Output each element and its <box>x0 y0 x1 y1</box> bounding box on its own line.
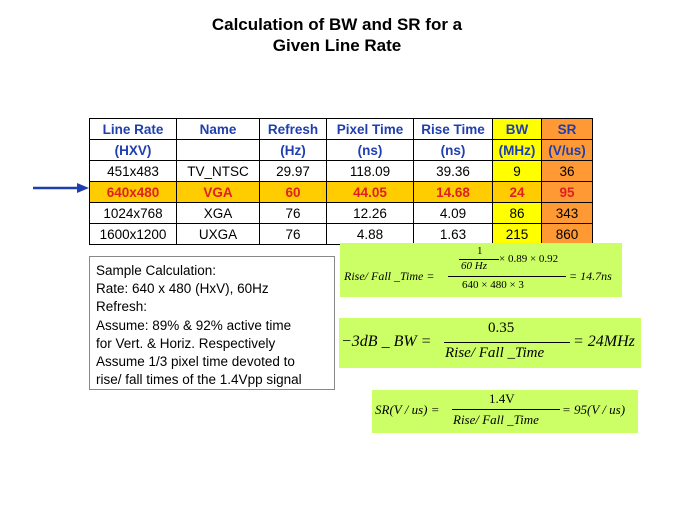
table-cell: TV_NTSC <box>177 161 260 182</box>
table-cell: 343 <box>542 203 593 224</box>
table-row <box>90 203 593 224</box>
unit-cell: (Hz) <box>260 140 327 161</box>
table-cell: 60 <box>260 182 327 203</box>
table-cell: 451x483 <box>90 161 177 182</box>
unit-cell: (MHz) <box>493 140 542 161</box>
table-cell: 76 <box>260 203 327 224</box>
header-cell: Line Rate <box>90 119 177 140</box>
eq2-num: 0.35 <box>488 320 515 336</box>
eq1-den: 640 × 480 × 3 <box>462 279 524 291</box>
header-cell: Rise Time <box>414 119 493 140</box>
unit-cell: (ns) <box>327 140 414 161</box>
table-header-row <box>90 119 593 140</box>
table-cell: 215 <box>493 224 542 245</box>
rise-fall-time-equation <box>340 243 622 297</box>
sample-line: rise/ fall times of the 1.4Vpp signal <box>96 372 302 388</box>
eq3-lhs: SR(V / us) = <box>375 402 440 417</box>
table-cell: 860 <box>542 224 593 245</box>
eq3-rhs: = 95(V / us) <box>562 402 626 417</box>
eq2-den: Rise/ Fall _Time <box>445 345 545 361</box>
unit-cell: (V/us) <box>542 140 593 161</box>
table-cell: 118.09 <box>327 161 414 182</box>
unit-cell: (ns) <box>414 140 493 161</box>
table-cell: 95 <box>542 182 593 203</box>
arrow-right-icon <box>33 182 89 194</box>
table-cell: VGA <box>177 182 260 203</box>
sample-line: Rate: 640 x 480 (HxV), 60Hz <box>96 281 269 297</box>
table-row-highlighted <box>90 182 593 203</box>
eq2-lhs: −3dB _ BW = <box>341 333 432 350</box>
title-line-2: Given Line Rate <box>272 36 402 55</box>
table-cell: XGA <box>177 203 260 224</box>
eq3-fraction-bar <box>452 409 560 410</box>
slew-rate-equation <box>372 390 638 433</box>
eq1-fraction-bar <box>448 276 566 277</box>
table-cell: 76 <box>260 224 327 245</box>
slide-title <box>0 14 674 56</box>
table-cell: 24 <box>493 182 542 203</box>
title-line-1: Calculation of BW and SR for a <box>211 15 463 34</box>
table-cell: 1600x1200 <box>90 224 177 245</box>
table-cell: 640x480 <box>90 182 177 203</box>
eq2-fraction-bar <box>444 342 570 343</box>
table-cell: 39.36 <box>414 161 493 182</box>
header-cell: SR <box>542 119 593 140</box>
eq2-rhs: = 24MHz <box>573 333 635 350</box>
table-cell: 29.97 <box>260 161 327 182</box>
eq1-rhs: = 14.7ns <box>569 269 612 283</box>
sample-line: Assume: 89% & 92% active time <box>96 317 292 333</box>
eq3-num: 1.4V <box>489 391 515 406</box>
table-cell: 9 <box>493 161 542 182</box>
sample-line: Sample Calculation: <box>96 263 217 278</box>
table-cell: 12.26 <box>327 203 414 224</box>
table-cell: 1024x768 <box>90 203 177 224</box>
table-cell: 1.63 <box>414 224 493 245</box>
eq1-num-tail: × 0.89 × 0.92 <box>499 253 559 265</box>
sample-calculation-box <box>89 256 335 390</box>
unit-cell: (HXV) <box>90 140 177 161</box>
table-cell: 4.88 <box>327 224 414 245</box>
sample-line: Assume 1/3 pixel time devoted to <box>96 354 295 370</box>
table-cell: 14.68 <box>414 182 493 203</box>
table-unit-row <box>90 140 593 161</box>
table-row <box>90 161 593 182</box>
eq1-lhs: Rise/ Fall _Time = <box>344 269 435 283</box>
table-row <box>90 224 593 245</box>
table-cell: 4.09 <box>414 203 493 224</box>
table-cell: 36 <box>542 161 593 182</box>
header-cell: Refresh <box>260 119 327 140</box>
header-cell: Pixel Time <box>327 119 414 140</box>
header-cell: Name <box>177 119 260 140</box>
table-cell: 44.05 <box>327 182 414 203</box>
line-rate-table <box>89 118 593 245</box>
eq1-num-one: 1 <box>477 245 483 257</box>
eq3-den: Rise/ Fall _Time <box>453 412 539 427</box>
sample-line: Refresh: <box>96 299 148 315</box>
header-cell: BW <box>493 119 542 140</box>
eq1-num-hz: 60 Hz <box>461 260 487 272</box>
table-cell: UXGA <box>177 224 260 245</box>
bandwidth-equation <box>339 318 641 368</box>
sample-line: for Vert. & Horiz. Respectively <box>96 335 276 351</box>
table-cell: 86 <box>493 203 542 224</box>
unit-cell <box>177 140 260 161</box>
